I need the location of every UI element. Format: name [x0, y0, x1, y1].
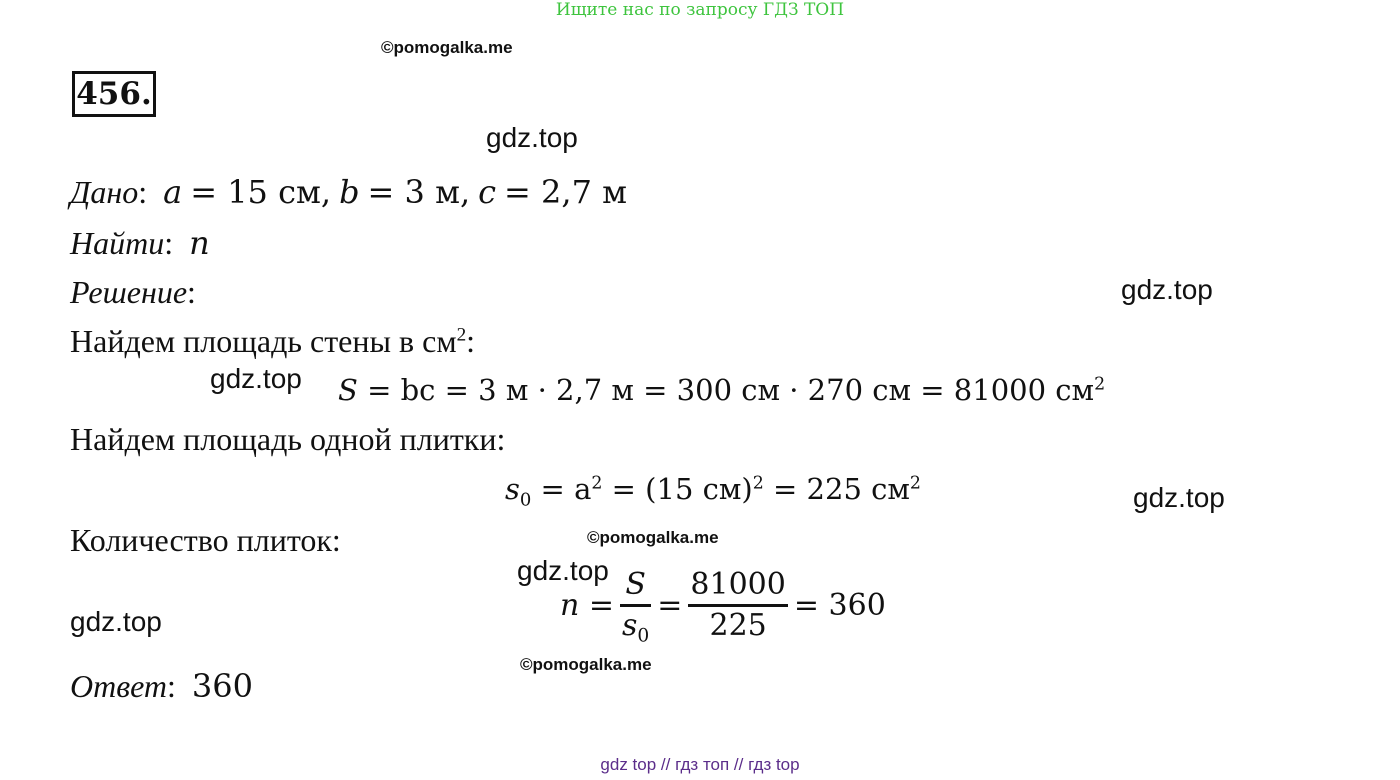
given-c-value: 2,7 м: [541, 173, 627, 211]
given-a-value: 15 см,: [227, 173, 332, 211]
count-var: n: [560, 588, 580, 623]
watermark-pomogalka-2: ©pomogalka.me: [587, 528, 719, 547]
watermark-gdz-6: gdz.top: [70, 606, 162, 637]
answer-value: 360: [191, 667, 253, 705]
solution-line: Решение:: [70, 274, 196, 310]
top-banner: Ищите нас по запросу ГДЗ ТОП: [555, 0, 845, 20]
step2-formula: $s_0 = a^2 = (15$ см)$^2$ = 225 $см^2$: [505, 472, 921, 511]
watermark-gdz-1: gdz.top: [486, 122, 578, 153]
given-a-var: a: [163, 173, 183, 211]
step3-text: Количество плиток:: [70, 522, 341, 558]
step2-text: Найдем площадь одной плитки:: [70, 421, 506, 457]
count-formula: n = $\frac{S}{s_0}$ = $\frac{81000}{225}$ = 360: [560, 567, 886, 647]
footer-links: gdz top // гдз топ // гдз top: [600, 755, 800, 774]
watermark-pomogalka-1: ©pomogalka.me: [381, 38, 513, 57]
count-result: = 360: [793, 588, 886, 623]
given-label: Дано: [70, 174, 139, 210]
watermark-gdz-4: gdz.top: [1133, 482, 1225, 513]
find-var: n: [189, 224, 210, 262]
given-c-var: c: [478, 173, 497, 211]
given-b-value: 3 м,: [404, 173, 471, 211]
watermark-gdz-5: gdz.top: [517, 555, 609, 586]
find-label: Найти: [70, 225, 165, 261]
step1-formula: S = bc = 3 м · 2,7 м = 300 см · 270 см = 81000 $см^2$: [338, 373, 1106, 407]
answer-label: Ответ: [70, 668, 167, 704]
watermark-pomogalka-3: ©pomogalka.me: [520, 655, 652, 674]
fraction-s-over-s0: $\frac{S}{s_0}$: [622, 567, 650, 647]
step1-text: Найдем площадь стены в $см^2$:: [70, 323, 476, 359]
given-line: Дано: a = 15 см, b = 3 м, c = 2,7 м: [70, 173, 627, 211]
answer-line: Ответ: 360: [70, 667, 253, 705]
find-line: Найти: n: [70, 224, 210, 262]
watermark-gdz-2: gdz.top: [1121, 274, 1213, 305]
given-b-var: b: [339, 173, 360, 211]
fraction-values: $\frac{81000}{225}$: [690, 567, 786, 643]
watermark-gdz-3: gdz.top: [210, 363, 302, 394]
problem-number: 456.: [72, 71, 156, 117]
solution-label: Решение: [70, 274, 188, 310]
